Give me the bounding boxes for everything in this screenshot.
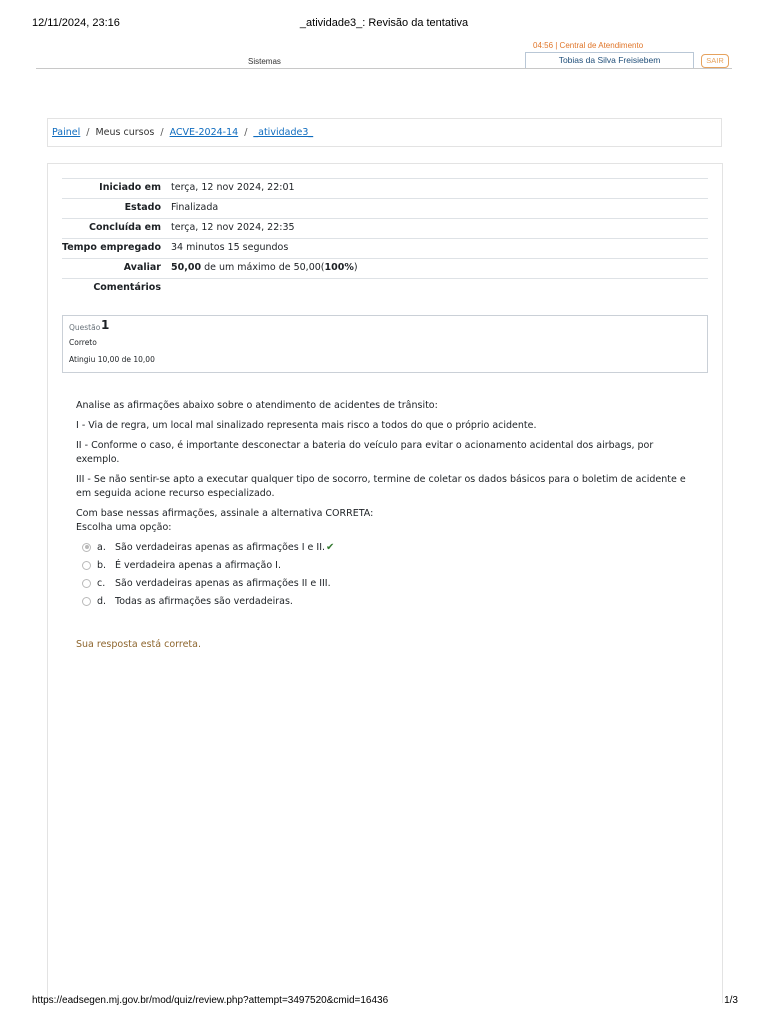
breadcrumb-separator: / [86,127,90,138]
summary-value: 34 minutos 15 segundos [171,242,289,253]
summary-value: terça, 12 nov 2024, 22:01 [171,182,295,193]
answer-options [82,538,334,610]
breadcrumb-separator: / [160,127,164,138]
question-number: 1 [101,318,110,332]
attempt-summary-table [62,178,708,298]
answer-feedback: Sua resposta está correta. [76,639,201,650]
summary-value: Finalizada [171,202,219,213]
logout-button[interactable]: SAIR [701,54,729,68]
summary-row-state [62,199,708,219]
summary-row-comments [62,279,708,299]
radio-button[interactable] [82,561,91,570]
option-text: É verdadeira apenas a afirmação I. [115,559,282,571]
option-letter: a. [97,541,106,553]
summary-label: Comentários [93,282,161,293]
grade-percent: 100% [324,262,354,273]
radio-button[interactable] [82,579,91,588]
breadcrumb-separator: / [244,127,248,138]
summary-row-started [62,179,708,199]
grade-close: ) [353,262,358,273]
option-b[interactable] [82,556,334,574]
breadcrumb-painel[interactable]: Painel [52,127,81,138]
question-text [76,399,696,527]
option-c[interactable] [82,574,334,592]
summary-value: terça, 12 nov 2024, 22:35 [171,222,295,233]
user-name[interactable]: Tobias da Silva Freisiebem [525,52,694,69]
radio-button[interactable] [82,597,91,606]
summary-label: Avaliar [123,262,161,273]
breadcrumb [47,118,722,147]
print-datetime: 12/11/2024, 23:16 [32,17,120,29]
summary-value [166,259,708,279]
summary-row-time [62,239,708,259]
option-text: São verdadeiras apenas as afirmações II e III. [115,577,331,589]
option-text: Todas as afirmações são verdadeiras. [115,595,293,607]
summary-row-completed [62,219,708,239]
option-letter: c. [97,577,106,589]
option-a[interactable] [82,538,334,556]
option-letter: d. [97,595,107,607]
breadcrumb-activity[interactable]: _atividade3_ [253,127,314,138]
summary-label: Estado [124,202,161,213]
question-info [62,315,708,373]
check-icon: ✔ [326,541,335,553]
support-link[interactable]: 04:56 | Central de Atendimento [533,41,644,50]
sistemas-menu[interactable]: Sistemas [248,57,281,66]
question-statement-3: III - Se não sentir-se apto a executar qualquer tipo de socorro, termine de coletar os dados básicos para o boletim de acidente e em seguida acione recurso especializado. [76,474,686,499]
summary-label: Iniciado em [99,182,161,193]
radio-button-selected[interactable] [82,543,91,552]
option-text: São verdadeiras apenas as afirmações I e II. [115,541,326,553]
option-d[interactable] [82,592,334,610]
summary-label: Tempo empregado [62,242,162,253]
question-state: Correto [69,338,97,347]
question-statement-2: II - Conforme o caso, é importante desconectar a bateria do veículo para evitar o acionamento acidental dos airbags, por exemplo. [76,440,654,465]
print-title: _atividade3_: Revisão da tentativa [299,17,469,29]
option-letter: b. [97,559,107,571]
question-label: Questão [69,323,101,332]
summary-value [166,279,708,299]
topbar-divider [36,68,732,69]
summary-label: Concluída em [88,222,161,233]
breadcrumb-meus-cursos: Meus cursos [95,127,155,138]
print-page-number: 1/3 [724,995,738,1006]
summary-row-grade [62,259,708,279]
question-intro: Analise as afirmações abaixo sobre o atendimento de acidentes de trânsito: [76,400,438,411]
answer-prompt: Escolha uma opção: [76,522,172,533]
question-grade: Atingiu 10,00 de 10,00 [69,355,155,364]
question-statement-1: I - Via de regra, um local mal sinalizado representa mais risco a todos do que o próprio acidente. [76,420,537,431]
print-url: https://eadsegen.mj.gov.br/mod/quiz/review.php?attempt=3497520&cmid=16436 [32,995,389,1006]
breadcrumb-course[interactable]: ACVE-2024-14 [169,127,239,138]
grade-score: 50,00 [171,262,202,273]
grade-max: de um máximo de 50,00( [201,262,325,273]
question-closing: Com base nessas afirmações, assinale a alternativa CORRETA: [76,508,374,519]
